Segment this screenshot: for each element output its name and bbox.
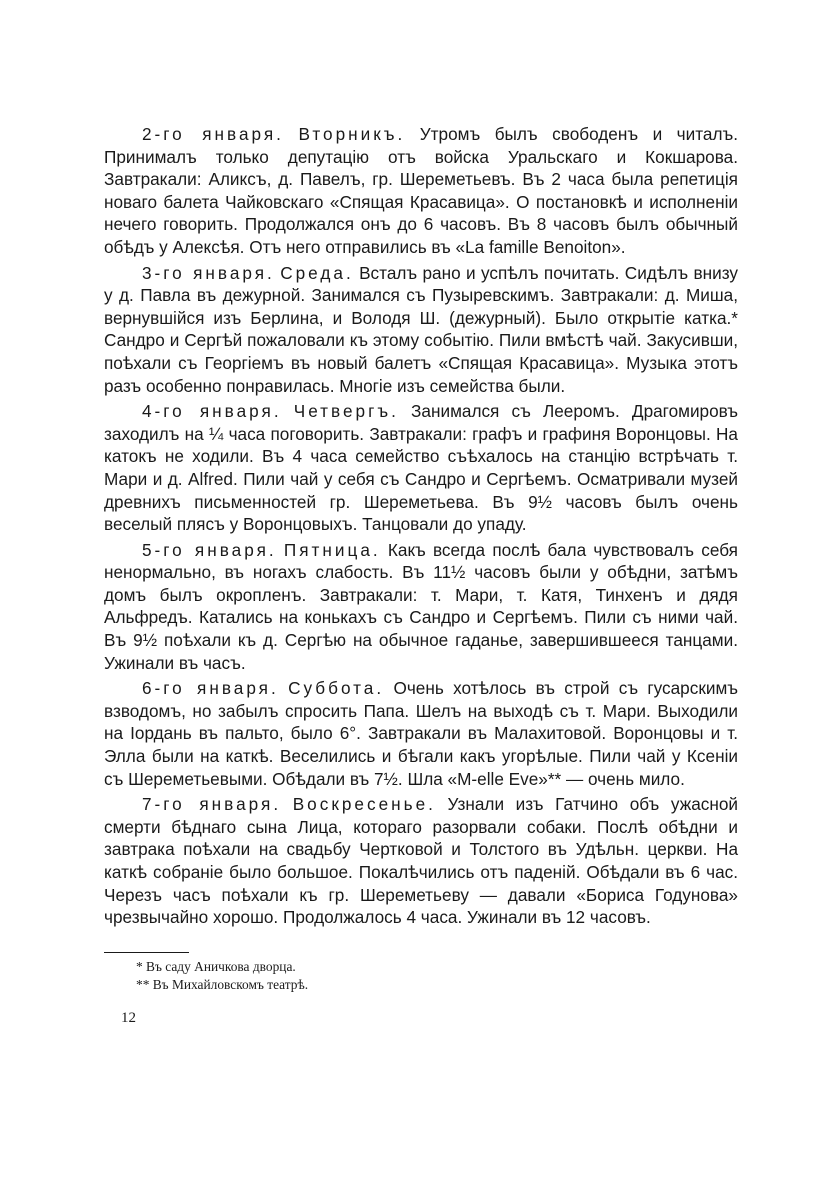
entry-weekday: Четвергъ. xyxy=(293,401,399,422)
entry-date: 2-го января. xyxy=(142,124,284,144)
diary-entry-jan-6 xyxy=(104,677,738,790)
entry-date: 5-го января. xyxy=(142,539,277,560)
diary-entry-jan-5 xyxy=(104,539,738,675)
entry-weekday: Вторникъ. xyxy=(298,124,406,144)
entry-text: Утромъ былъ свободенъ и читалъ. Принималъ только депутацію отъ войска Уральскаго и Кокшарова. Завтракали: Аликсъ, д. Павелъ, гр. Шереметьевъ. Въ 2 часа была репетиція новаго балета Чайковскаго «Спящая Красавица». О постановкѣ и исполненіи нечего говорить. Продолжался онъ до 6 часовъ. Въ 8 часовъ былъ обычный обѣдъ у Алексѣя. Отъ него отправились въ «La famille Benoiton». xyxy=(104,124,738,257)
entry-weekday: Среда. xyxy=(280,262,354,283)
entry-text: Узнали изъ Гатчино объ ужасной смерти бѣднаго сына Лица, котораго разорвали собаки. Послѣ обѣдни и завтрака поѣхали на свадьбу Чертковой и Толстого въ Удѣльн. церкви. На каткѣ собраніе было большое. Покалѣчились отъ паденій. Обѣдали въ 6 час. Черезъ часъ поѣхали къ гр. Шереметьеву — давали «Бориса Годунова» чрезвычайно хорошо. Продолжалось 4 часа. Ужинали въ 12 часовъ. xyxy=(104,794,739,928)
footnote-2: ** Въ Михайловскомъ театрѣ. xyxy=(136,977,309,992)
footnotes xyxy=(136,958,308,994)
entry-date: 4-го января. xyxy=(142,401,282,422)
diary-text xyxy=(104,123,738,929)
entry-date: 3-го января. xyxy=(142,262,275,283)
entry-text: Занимался съ Лееромъ. Драгомировъ заходилъ на ¼ часа поговорить. Завтракали: графъ и графиня Воронцовы. На катокъ не ходили. Въ 4 часа семейство съѣхалось на станцію встрѣчать т. Мари и д. Alfred. Пили чай у себя съ Сандро и Сергѣемъ. Осматривали музей древнихъ письменностей гр. Шереметьева. Въ 9½ часовъ былъ очень веселый плясъ у Воронцовыхъ. Танцовали до упаду. xyxy=(104,401,738,535)
diary-entry-jan-4 xyxy=(104,400,738,536)
diary-entry-jan-2 xyxy=(104,123,738,259)
entry-weekday: Воскресенье. xyxy=(292,794,436,815)
diary-entry-jan-7 xyxy=(104,793,738,929)
entry-weekday: Суббота. xyxy=(288,678,385,699)
footnote-1: * Въ саду Аничкова дворца. xyxy=(136,959,296,974)
diary-entry-jan-3 xyxy=(104,262,738,398)
entry-text: Какъ всегда послѣ бала чувствовалъ себя ненормально, въ ногахъ слабость. Въ 11½ часовъ были у обѣдни, затѣмъ домъ былъ окропленъ. Завтракали: т. Мари, т. Катя, Тинхенъ и дядя Альфредъ. Катались на конькахъ съ Сандро и Сергѣемъ. Пили съ ними чай. Въ 9½ поѣхали къ д. Сергѣю на обычное гаданье, завершившееся танцами. Ужинали въ часъ. xyxy=(104,539,738,673)
footnote-divider xyxy=(104,952,189,953)
entry-text: Всталъ рано и успѣлъ почитать. Сидѣлъ внизу у д. Павла въ дежурной. Занимался съ Пузыревскимъ. Завтракали: д. Миша, вернувшійся изъ Берлина, и Володя Ш. (дежурный). Было открытіе катка.* Сандро и Сергѣй пожаловали къ этому событію. Пили вмѣстѣ чай. Закусивши, поѣхали съ Георгіемъ въ новый балетъ «Спящая Красавица». Музыка этотъ разъ особенно понравилась. Многіе изъ семейства были. xyxy=(104,262,738,396)
entry-weekday: Пятница. xyxy=(283,539,381,560)
entry-date: 7-го января. xyxy=(142,794,282,815)
entry-date: 6-го января. xyxy=(142,678,279,699)
entry-text: Очень хотѣлось въ строй съ гусарскимъ взводомъ, но забылъ спросить Папа. Шелъ на выходѣ съ т. Мари. Выходили на Іордань въ пальто, было 6°. Завтракали въ Малахитовой. Воронцовы и т. Элла были на каткѣ. Веселились и бѣгали какъ угорѣлые. Пили чай у Ксеніи съ Шереметьевыми. Обѣдали въ 7½. Шла «M-elle Eve»** — очень мило. xyxy=(104,678,738,789)
page-number: 12 xyxy=(121,1010,136,1026)
